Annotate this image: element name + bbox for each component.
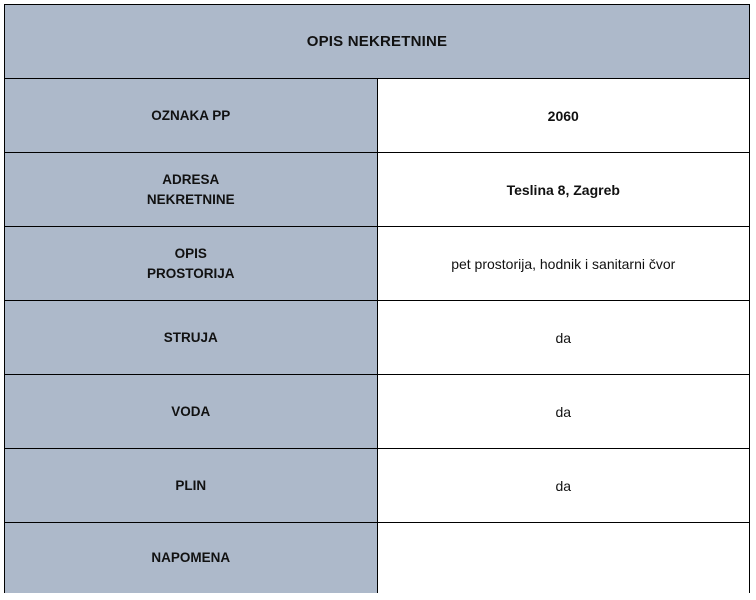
row-plin xyxy=(5,449,750,523)
value-voda: da xyxy=(377,375,750,449)
label-plin xyxy=(5,449,378,523)
label-opis-prostorija xyxy=(5,227,378,301)
value-adresa-nekretnine: Teslina 8, Zagreb xyxy=(377,153,750,227)
row-oznaka-pp xyxy=(5,79,750,153)
value-napomena xyxy=(377,523,750,594)
label-struja xyxy=(5,301,378,375)
label-napomena xyxy=(5,523,378,594)
row-adresa-nekretnine xyxy=(5,153,750,227)
value-opis-prostorija: pet prostorija, hodnik i sanitarni čvor xyxy=(377,227,750,301)
value-plin: da xyxy=(377,449,750,523)
label-plin-text: PLIN xyxy=(175,477,207,493)
label-oznaka-pp-text: OZNAKA PP xyxy=(151,107,231,123)
value-oznaka-pp: 2060 xyxy=(377,79,750,153)
property-description-table xyxy=(4,4,750,593)
row-voda xyxy=(5,375,750,449)
label-opis-prostorija-text: OPIS PROSTORIJA xyxy=(146,245,235,281)
row-struja xyxy=(5,301,750,375)
value-struja: da xyxy=(377,301,750,375)
label-adresa-nekretnine-text: ADRESA NEKRETNINE xyxy=(146,171,235,207)
row-napomena xyxy=(5,523,750,594)
label-voda-text: VODA xyxy=(171,403,211,419)
title-row xyxy=(5,5,750,79)
label-oznaka-pp xyxy=(5,79,378,153)
table-title: OPIS NEKRETNINE xyxy=(5,5,750,79)
label-napomena-text: NAPOMENA xyxy=(151,550,231,565)
label-adresa-nekretnine xyxy=(5,153,378,227)
label-struja-text: STRUJA xyxy=(163,329,218,345)
label-voda xyxy=(5,375,378,449)
row-opis-prostorija xyxy=(5,227,750,301)
